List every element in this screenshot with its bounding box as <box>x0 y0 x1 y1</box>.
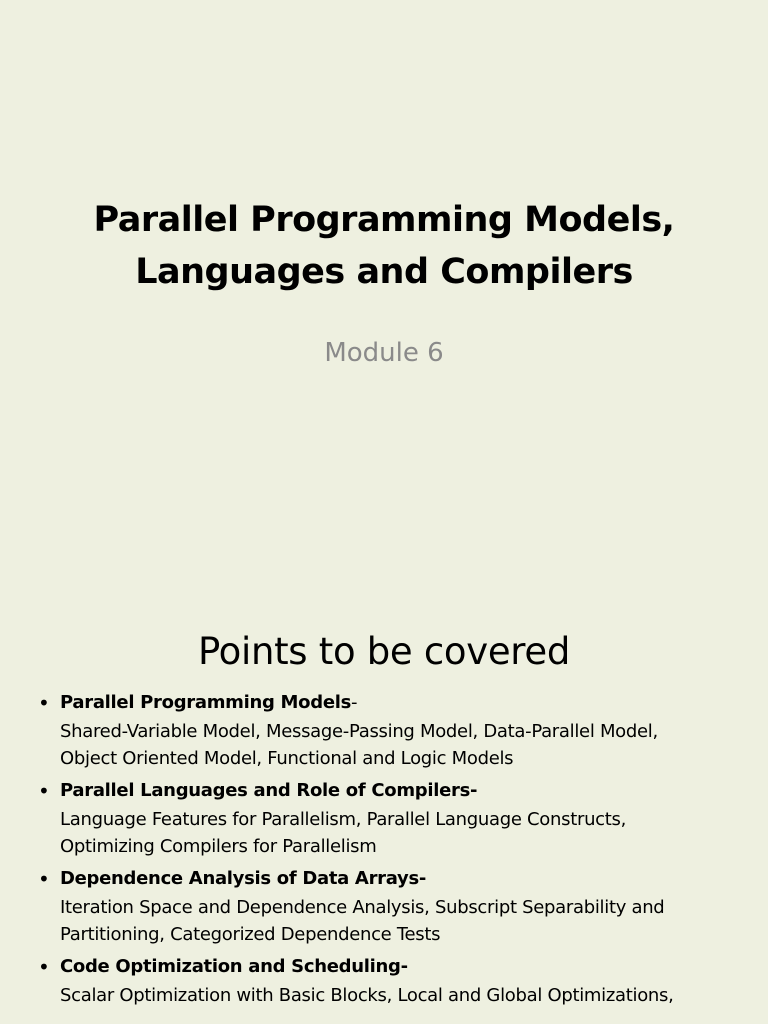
point-description <box>38 894 748 948</box>
point-heading <box>38 776 748 806</box>
point-heading-text: Parallel Programming Models <box>60 692 352 713</box>
points-list <box>38 688 748 1013</box>
bullet-icon: • <box>38 955 50 979</box>
points-slide <box>0 576 768 1024</box>
point-description <box>38 806 748 860</box>
slide-title <box>0 194 768 298</box>
point-description-line: Object Oriented Model, Functional and Logic Models <box>60 748 514 769</box>
point-description-line: Shared-Variable Model, Message-Passing Model, Data-Parallel Model, <box>60 721 658 742</box>
point-heading-text: Dependence Analysis of Data Arrays- <box>60 868 427 889</box>
point-item <box>38 864 748 948</box>
slide-subtitle: Module 6 <box>324 338 444 368</box>
bullet-icon: • <box>38 691 50 715</box>
point-item <box>38 688 748 772</box>
point-heading-text: Parallel Languages and Role of Compilers- <box>60 780 478 801</box>
slide-title-line: Parallel Programming Models, <box>93 200 675 240</box>
point-description-line: Language Features for Parallelism, Parallel Language Constructs, <box>60 809 627 830</box>
point-heading-text: Code Optimization and Scheduling- <box>60 956 408 977</box>
point-description-line: Partitioning, Categorized Dependence Tests <box>60 924 441 945</box>
point-description-line: Scalar Optimization with Basic Blocks, Local and Global Optimizations, <box>60 985 674 1006</box>
point-heading <box>38 952 748 982</box>
point-heading <box>38 864 748 894</box>
bullet-icon: • <box>38 867 50 891</box>
point-heading-trail: - <box>351 692 358 713</box>
point-item <box>38 776 748 860</box>
point-description <box>38 718 748 772</box>
point-description-line: Iteration Space and Dependence Analysis, Subscript Separability and <box>60 897 665 918</box>
slide-title-line: Languages and Compilers <box>135 252 633 292</box>
point-heading <box>38 688 748 718</box>
points-slide-title: Points to be covered <box>197 630 571 673</box>
bullet-icon: • <box>38 779 50 803</box>
point-description-line: Optimizing Compilers for Parallelism <box>60 836 377 857</box>
point-description <box>38 982 748 1009</box>
point-item <box>38 952 748 1009</box>
